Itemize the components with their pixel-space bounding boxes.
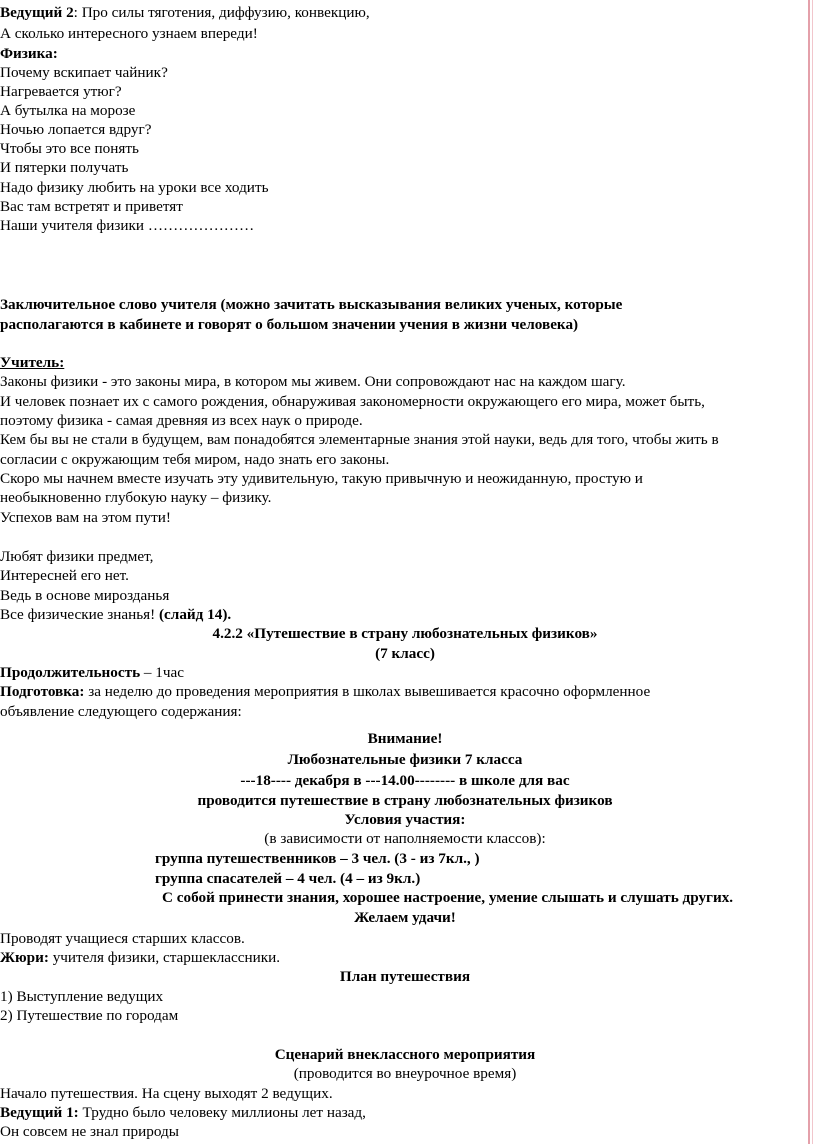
list-item: 2) Путешествие по городам	[0, 1007, 179, 1024]
text-line: Кем бы вы не стали в будущем, вам понадобятся элементарные знания этой науки, ведь для того, чтобы жить в	[0, 431, 719, 448]
announcement-line: Любознательные физики 7 класса	[287, 751, 523, 768]
text-line: объявление следующего содержания:	[0, 703, 242, 720]
section-title: 4.2.2 «Путешествие в страну любознательных физиков»	[212, 625, 598, 642]
poem-line: И пятерки получать	[0, 159, 129, 176]
margin-line	[812, 0, 813, 1144]
text-line: необыкновенно глубокую науку – физику.	[0, 489, 272, 506]
text-line: поэтому физика - самая древняя из всех наук о природе.	[0, 412, 363, 429]
announcement-line: Условия участия:	[344, 811, 466, 828]
text-line: Проводят учащиеся старших классов.	[0, 930, 245, 947]
section-title: Сценарий внеклассного мероприятия	[274, 1046, 536, 1063]
poem-line: Все физические знанья! (слайд 14).	[0, 606, 232, 623]
section-heading: располагаются в кабинете и говорят о большом значении учения в жизни человека)	[0, 316, 579, 333]
announcement-line: С собой принести знания, хорошее настроение, умение слышать и слушать других.	[162, 889, 734, 906]
text-line: Скоро мы начнем вместе изучать эту удивительную, такую привычную и неожиданную, простую и	[0, 470, 643, 487]
text-line: Подготовка: за неделю до проведения мероприятия в школах вывешивается красочно оформленное	[0, 683, 651, 700]
text-line: Начало путешествия. На сцену выходят 2 ведущих.	[0, 1085, 333, 1102]
poem-line: Вас там встретят и приветят	[0, 198, 183, 215]
poem-line: Интересней его нет.	[0, 567, 129, 584]
margin-line	[808, 0, 810, 1144]
section-subtitle: (проводится во внеурочное время)	[293, 1065, 517, 1082]
announcement-line: Желаем удачи!	[354, 909, 456, 926]
poem-line: А бутылка на морозе	[0, 102, 136, 119]
poem-line: Почему вскипает чайник?	[0, 64, 168, 81]
poem-line: Ночью лопается вдруг?	[0, 121, 152, 138]
list-item: 1) Выступление ведущих	[0, 988, 164, 1005]
announcement-line: группа спасателей – 4 чел. (4 – из 9кл.)	[155, 870, 421, 887]
speaker-line: Ведущий 1: Трудно было человеку миллионы лет назад,	[0, 1104, 366, 1121]
text-line: Жюри: учителя физики, старшеклассники.	[0, 949, 281, 966]
text-line: И человек познает их с самого рождения, обнаруживая закономерности окружающего его мира, может быть,	[0, 393, 705, 410]
text-line: согласии с окружающим тебя миром, надо знать его законы.	[0, 451, 390, 468]
text-line: А сколько интересного узнаем впереди!	[0, 25, 258, 42]
poem-line: Надо физику любить на уроки все ходить	[0, 179, 269, 196]
text-line: Успехов вам на этом пути!	[0, 509, 171, 526]
text-line: Продолжительность – 1час	[0, 664, 185, 681]
speaker-name: Ведущий 2	[0, 4, 74, 21]
announcement-line: Внимание!	[367, 730, 443, 747]
poem-line: Любят физики предмет,	[0, 548, 154, 565]
speaker-name: Физика:	[0, 45, 58, 62]
announcement-line: (в зависимости от наполняемости классов):	[264, 830, 546, 847]
text-line: Он совсем не знал природы	[0, 1123, 179, 1140]
poem-line: Чтобы это все понять	[0, 140, 139, 157]
poem-line: Ведь в основе мирозданья	[0, 587, 170, 604]
speaker-name: Учитель:	[0, 354, 65, 371]
announcement-line: проводится путешествие в страну любознательных физиков	[197, 792, 613, 809]
section-heading: Заключительное слово учителя (можно зачитать высказывания великих ученых, которые	[0, 296, 623, 313]
announcement-line: группа путешественников – 3 чел. (3 - из 7кл., )	[155, 850, 480, 867]
section-title: План путешествия	[339, 968, 471, 985]
section-subtitle: (7 класс)	[375, 645, 435, 662]
text-line: Законы физики - это законы мира, в котором мы живем. Они сопровождают нас на каждом шагу.	[0, 373, 626, 390]
announcement-line: ---18---- декабря в ---14.00-------- в школе для вас	[240, 772, 570, 789]
speaker-line: Ведущий 2: Про силы тяготения, диффузию, конвекцию,	[0, 4, 370, 21]
poem-line: Наши учителя физики …………………	[0, 217, 255, 234]
poem-line: Нагревается утюг?	[0, 83, 122, 100]
